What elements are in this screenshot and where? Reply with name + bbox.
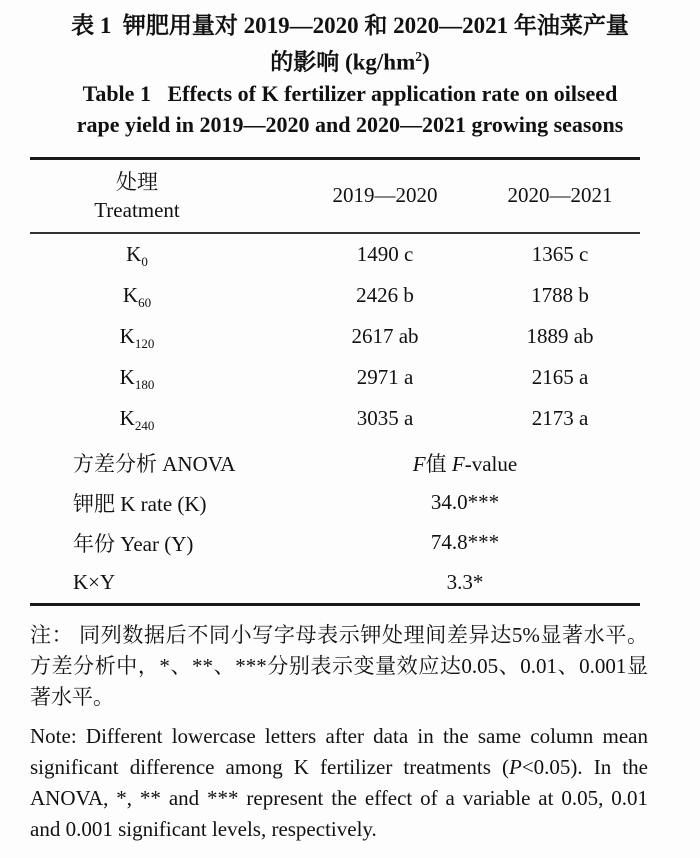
- note-en-line2: [30, 752, 648, 783]
- fvalue-zh-text: 值: [425, 451, 452, 476]
- treatment-label: [30, 283, 290, 308]
- caption-unit-superscript: 2: [415, 49, 423, 64]
- treatment-base: K: [119, 405, 135, 430]
- anova-factor-label: 钾肥 K rate (K): [73, 491, 207, 516]
- note-en-line3: ANOVA, *, ** and *** represent the effect of a variable at 0.05, 0.01: [30, 785, 648, 810]
- note-en-line2-pre: significant difference among K fertilizer treatments (: [30, 754, 509, 779]
- anova-factor-label: 年份 Year (Y): [73, 531, 194, 556]
- treatment-label: [30, 406, 290, 431]
- table-caption: [0, 0, 700, 140]
- treatment-subscript: 180: [134, 376, 155, 392]
- table-row-k120: [30, 316, 640, 357]
- note-en: [30, 721, 648, 845]
- treatment-base: K: [126, 241, 142, 266]
- table-row-k240: [30, 398, 640, 439]
- anova-f-value: 34.0***: [430, 490, 500, 515]
- table-header-row: [30, 160, 640, 232]
- data-table: [30, 157, 640, 606]
- treatment-label: [30, 365, 290, 390]
- header-treatment-zh: 处理: [116, 169, 158, 194]
- yield-2019-2020: 2971 a: [356, 364, 414, 389]
- treatment-subscript: 240: [134, 417, 155, 433]
- note-en-line4: and 0.001 significant levels, respectively.: [30, 816, 377, 841]
- treatment-subscript: 120: [134, 335, 155, 351]
- table-row-k180: [30, 357, 640, 398]
- fvalue-en-text: -value: [464, 451, 518, 476]
- header-season-2020-2021: 2020—2021: [507, 183, 613, 208]
- table-notes: [30, 620, 648, 845]
- header-season-2019-2020: 2019—2020: [332, 183, 438, 208]
- yield-2020-2021: 2165 a: [531, 364, 589, 389]
- table-row-k0: [30, 234, 640, 275]
- yield-2020-2021: 1889 ab: [526, 323, 594, 348]
- table-row-k60: [30, 275, 640, 316]
- note-zh-line1: 注： 同列数据后不同小写字母表示钾处理间差异达5%显著水平。: [30, 622, 648, 647]
- anova-title: 方差分析 ANOVA: [73, 451, 236, 476]
- yield-2019-2020: 3035 a: [356, 405, 414, 430]
- anova-row-k-rate: [30, 483, 640, 523]
- yield-2019-2020: 2426 b: [356, 282, 414, 307]
- yield-2019-2020: 2617 ab: [351, 323, 419, 348]
- anova-fvalue-header: [290, 448, 640, 478]
- note-italic-p: P: [508, 754, 522, 779]
- note-zh: [30, 620, 648, 713]
- anova-row-interaction: [30, 563, 640, 603]
- caption-zh-line1: 表 1 钾肥用量对 2019—2020 和 2020—2021 年油菜产量: [71, 13, 629, 38]
- anova-row-year: [30, 523, 640, 563]
- anova-section: [30, 443, 640, 603]
- caption-zh-line2-text: 的影响 (kg/hm: [270, 49, 416, 75]
- anova-f-value: 74.8***: [430, 530, 500, 555]
- caption-zh-line2-close: ): [422, 49, 430, 75]
- caption-zh-line2: [0, 41, 700, 78]
- table-bottom-rule: [30, 603, 640, 606]
- anova-factor-label: K×Y: [73, 570, 116, 595]
- header-treatment: [30, 168, 290, 224]
- treatment-subscript: 60: [138, 294, 152, 310]
- caption-en-line1: Table 1 Effects of K fertilizer application rate on oilseed: [82, 80, 618, 106]
- note-zh-line3: 著水平。: [30, 684, 114, 709]
- anova-f-value: 3.3*: [446, 570, 484, 595]
- note-zh-line2: 方差分析中，*、**、***分别表示变量效应达0.05、0.01、0.001显: [30, 653, 648, 678]
- header-treatment-en: Treatment: [94, 197, 180, 222]
- treatment-subscript: 0: [141, 253, 148, 269]
- treatment-label: [30, 242, 290, 267]
- yield-2019-2020: 1490 c: [356, 241, 414, 266]
- note-en-line2-post: <0.05). In the: [521, 754, 648, 779]
- yield-2020-2021: 1788 b: [531, 282, 589, 307]
- caption-en-line2: rape yield in 2019—2020 and 2020—2021 growing seasons: [76, 111, 624, 137]
- treatment-base: K: [122, 282, 139, 307]
- fvalue-italic-f-en: F: [451, 451, 465, 476]
- yield-2020-2021: 1365 c: [531, 241, 589, 266]
- anova-header-row: [30, 443, 640, 483]
- treatment-label: [30, 324, 290, 349]
- fvalue-italic-f-zh: F: [412, 451, 426, 476]
- treatment-base: K: [119, 364, 135, 389]
- yield-2020-2021: 2173 a: [531, 405, 589, 430]
- treatment-base: K: [119, 323, 135, 348]
- note-en-line1: Note: Different lowercase letters after data in the same column mean: [30, 723, 648, 748]
